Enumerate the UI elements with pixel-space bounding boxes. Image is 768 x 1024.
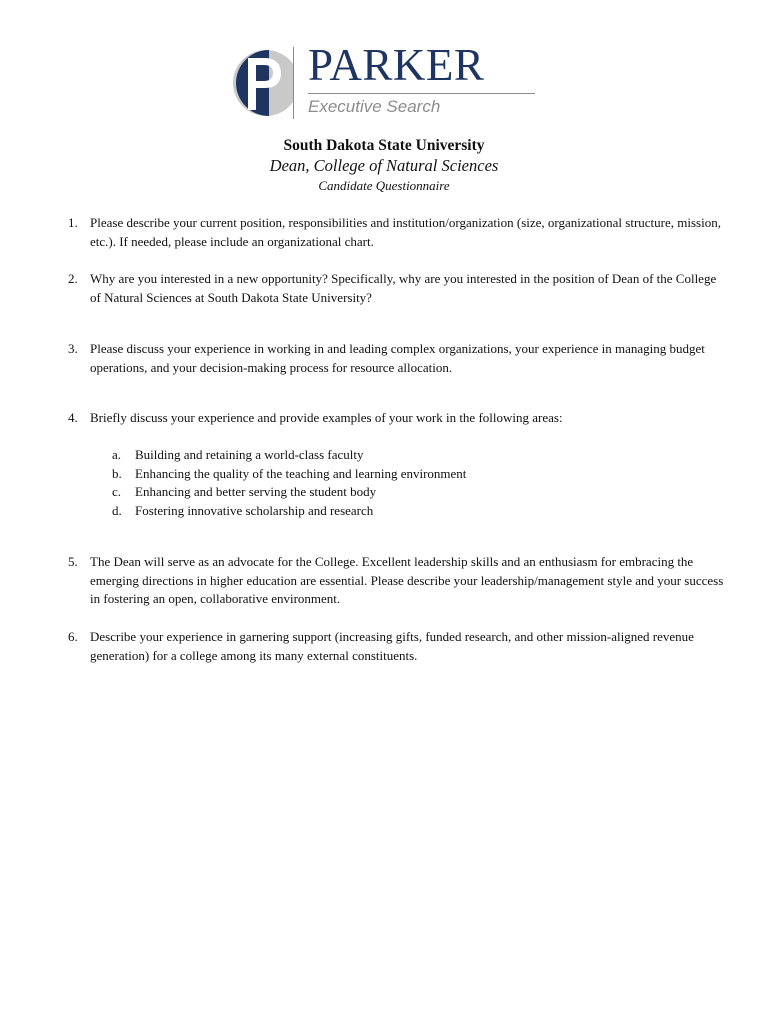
document-type: Candidate Questionnaire	[318, 178, 450, 193]
subitem-a	[112, 446, 712, 465]
subitem-letter: b.	[112, 466, 122, 481]
subitem-text: Enhancing and better serving the student body	[135, 484, 377, 499]
question-text: The Dean will serve as an advocate for the College. Excellent leadership skills and an enthusiasm for embracing the emerging directions in higher education are essential. Please describe your leadership/management style and your success in fostering an open, collaborative environment.	[90, 554, 724, 606]
logo-rule	[308, 93, 535, 94]
question-number: 3.	[68, 341, 78, 356]
question-1	[68, 214, 728, 251]
question-number: 2.	[68, 271, 78, 286]
question-6	[68, 628, 728, 665]
subitem-text: Fostering innovative scholarship and research	[135, 503, 374, 518]
question-number: 4.	[68, 410, 78, 425]
question-text: Please describe your current position, responsibilities and institution/organization (size, organizational structure, mission, etc.). If needed, please include an organizational chart.	[90, 215, 721, 249]
question-text: Please discuss your experience in working in and leading complex organizations, your experience in managing budget operations, and your decision-making process for resource allocation.	[90, 341, 705, 375]
position-title: Dean, College of Natural Sciences	[269, 156, 499, 175]
question-text: Briefly discuss your experience and provide examples of your work in the following areas:	[90, 410, 563, 425]
question-number: 6.	[68, 629, 78, 644]
subitem-text: Building and retaining a world-class faculty	[135, 447, 364, 462]
question-3	[68, 340, 728, 377]
question-2	[68, 270, 728, 307]
question-4	[68, 409, 728, 428]
subitem-text: Enhancing the quality of the teaching and learning environment	[135, 466, 467, 481]
subitem-letter: a.	[112, 447, 122, 462]
parker-p-monogram-icon	[233, 48, 293, 118]
logo-wordmark: PARKER	[308, 40, 485, 90]
parker-logo	[233, 40, 535, 120]
question-number: 5.	[68, 554, 78, 569]
logo-tagline: Executive Search	[308, 97, 441, 116]
subitem-letter: d.	[112, 503, 122, 518]
subitem-letter: c.	[112, 484, 122, 499]
question-text: Describe your experience in garnering support (increasing gifts, funded research, and other mission-aligned revenue generation) for a college among its many external constituents.	[90, 629, 694, 663]
question-5	[68, 553, 728, 609]
subitem-c	[112, 483, 712, 502]
university-title: South Dakota State University	[283, 137, 485, 154]
question-number: 1.	[68, 215, 78, 230]
question-text: Why are you interested in a new opportunity? Specifically, why are you interested in the position of Dean of the College of Natural Sciences at South Dakota State University?	[90, 271, 717, 305]
logo-divider	[293, 47, 294, 119]
subitem-d	[112, 502, 712, 521]
subitem-b	[112, 465, 712, 484]
